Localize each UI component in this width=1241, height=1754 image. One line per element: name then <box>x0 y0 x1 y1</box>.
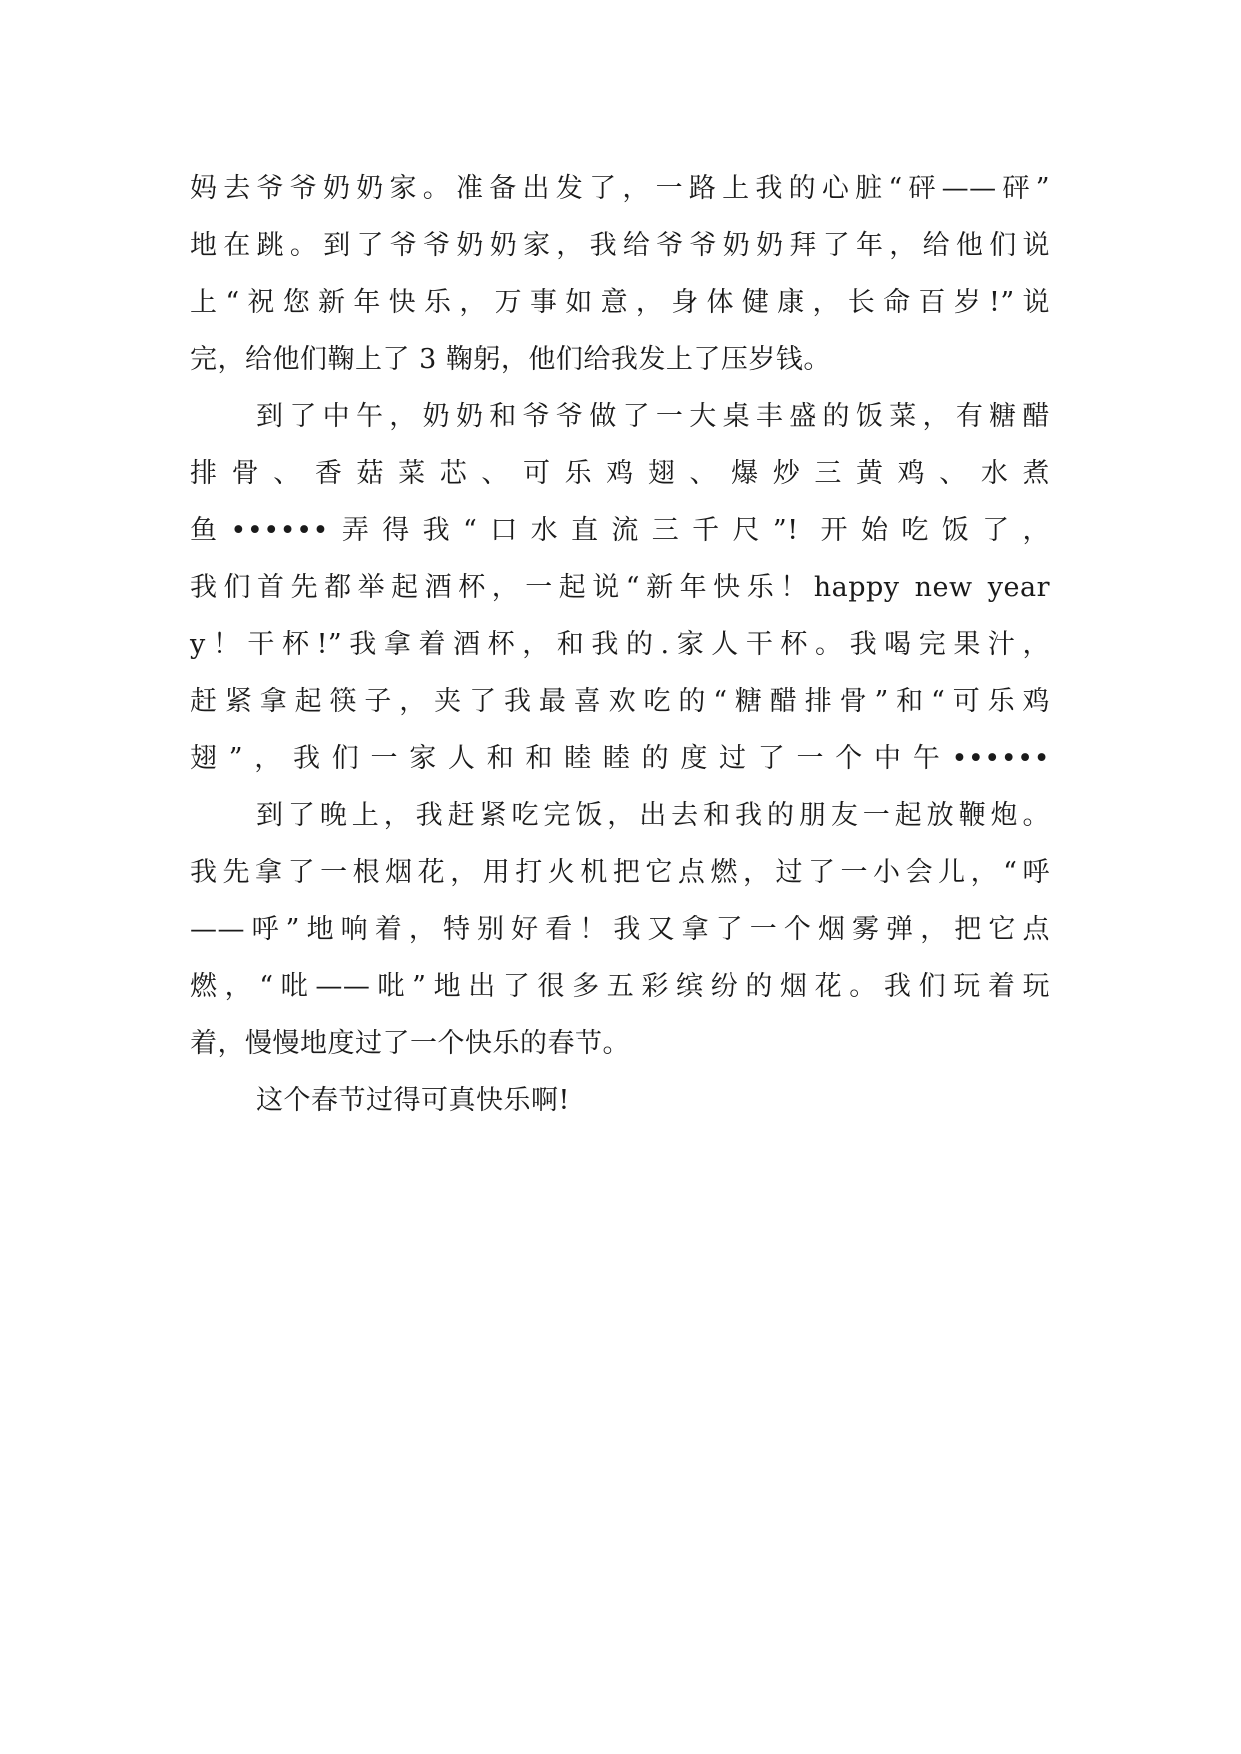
text-line: 鱼••••••弄得我“口水直流三千尺”! 开始吃饭了， <box>190 515 1050 546</box>
paragraph-first-line: 这个春节过得可真快乐啊! <box>256 1085 570 1116</box>
text-line: 地在跳。到了爷爷奶奶家，我给爷爷奶奶拜了年，给他们说 <box>190 230 1050 261</box>
paragraph-first-line: 到了中午，奶奶和爷爷做了一大桌丰盛的饭菜，有糖醋 <box>256 401 1050 432</box>
text-line: 燃，“吡——吡”地出了很多五彩缤纷的烟花。我们玩着玩 <box>190 971 1050 1002</box>
text-line: 我们首先都举起酒杯，一起说“新年快乐！happy new year <box>190 572 1050 603</box>
text-line: 完，给他们鞠上了 3 鞠躬，他们给我发上了压岁钱。 <box>190 344 831 375</box>
paragraph-first-line: 到了晚上，我赶紧吃完饭，出去和我的朋友一起放鞭炮。 <box>256 800 1050 831</box>
text-line: 妈去爷爷奶奶家。准备出发了，一路上我的心脏“砰——砰” <box>190 173 1050 204</box>
text-line: y！干杯!”我拿着酒杯，和我的.家人干杯。我喝完果汁， <box>190 629 1050 660</box>
text-line: 着，慢慢地度过了一个快乐的春节。 <box>190 1028 630 1059</box>
text-line: 赶紧拿起筷子，夹了我最喜欢吃的“糖醋排骨”和“可乐鸡 <box>190 686 1050 717</box>
text-line: ——呼”地响着，特别好看！我又拿了一个烟雾弹，把它点 <box>190 914 1050 945</box>
text-line: 上“祝您新年快乐，万事如意，身体健康，长命百岁!”说 <box>190 287 1050 318</box>
text-line: 我先拿了一根烟花，用打火机把它点燃，过了一小会儿，“呼 <box>190 857 1050 888</box>
text-line: 排骨、香菇菜芯、可乐鸡翅、爆炒三黄鸡、水煮 <box>190 458 1050 489</box>
text-line: 翅”，我们一家人和和睦睦的度过了一个中午•••••• <box>190 743 1050 774</box>
